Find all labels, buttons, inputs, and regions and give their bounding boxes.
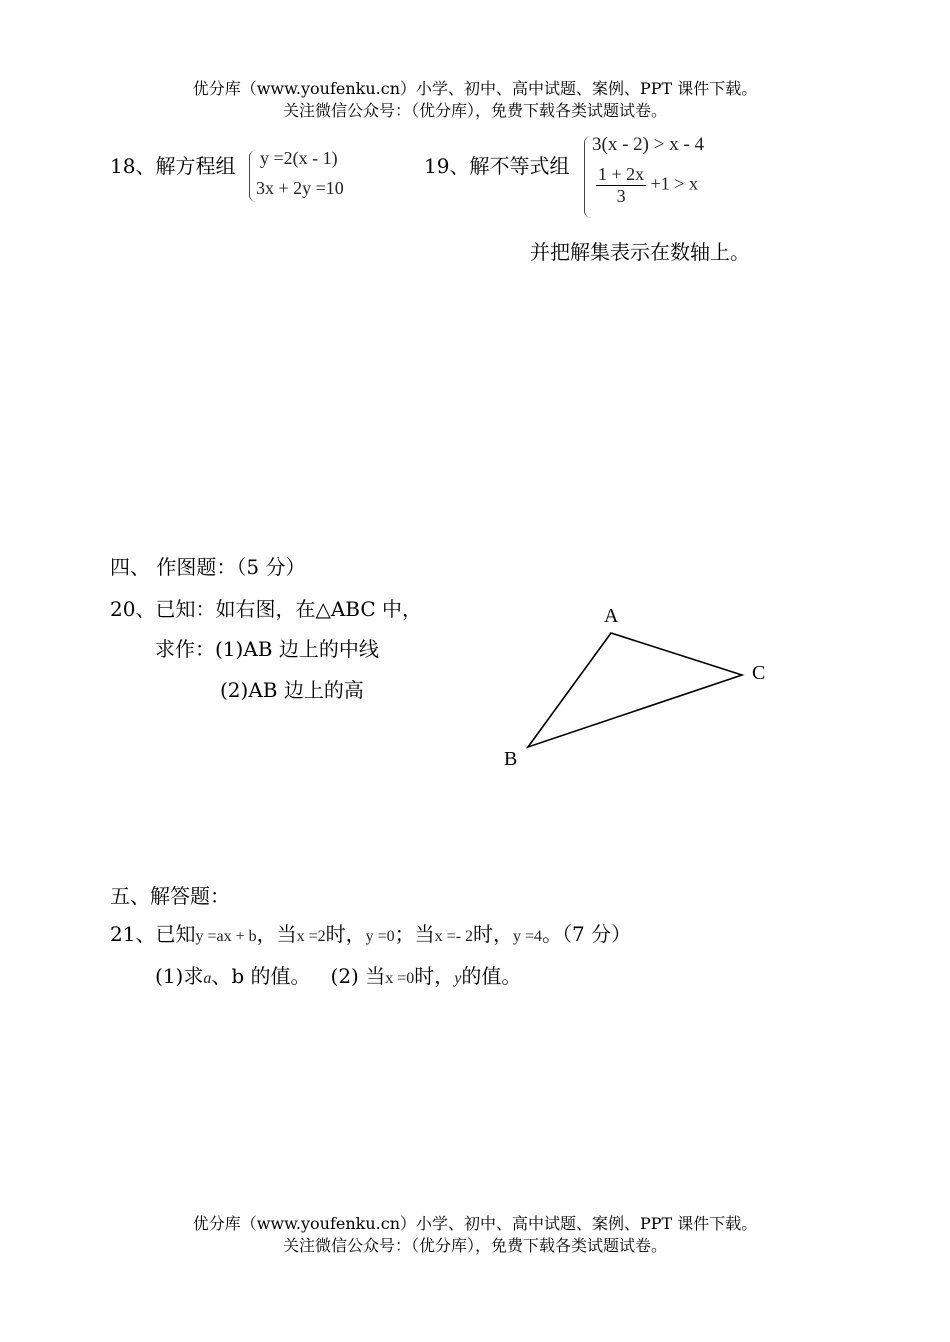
- q21-equation-3: y =0: [365, 928, 395, 945]
- q21-equation-4: x =- 2: [434, 928, 474, 945]
- q19-brace: [584, 136, 591, 218]
- q20-line-2: 求作：(1)AB 边上的中线: [155, 637, 379, 661]
- q20-line-1: 20、已知：如右图，在△ABC 中，: [110, 597, 423, 621]
- q18-equation-1: y =2(x - 1): [260, 148, 338, 168]
- q20-line-3: (2)AB 边上的高: [220, 678, 364, 702]
- header-line-1: 优分库（www.youfenku.cn）小学、初中、高中试题、案例、PPT 课件下载。: [192, 79, 758, 98]
- header-line-2: 关注微信公众号：（优分库），免费下载各类试题试卷。: [282, 101, 667, 120]
- q19-fraction-rest: +1 > x: [650, 173, 698, 194]
- q21-part1-a: (1)求: [155, 964, 204, 988]
- q18-equation-2: 3x + 2y =10: [256, 178, 344, 198]
- q21-line-1: [110, 918, 631, 947]
- q21-equation-1: y =ax + b: [195, 928, 257, 945]
- section-5-title: 五、解答题：: [110, 884, 230, 908]
- q21-text-3: ；当: [394, 922, 435, 946]
- q21-prefix: 21、已知: [110, 922, 196, 946]
- q19-instruction: 并把解集表示在数轴上。: [530, 240, 750, 264]
- q19-fraction: [596, 164, 646, 207]
- q19-fraction-denominator: 3: [616, 186, 626, 206]
- q21-text-1: ，当: [256, 922, 297, 946]
- q19-fraction-numerator: 1 + 2x: [598, 164, 645, 184]
- q21-part1-var: a: [203, 970, 212, 987]
- vertex-label-b: B: [504, 748, 518, 770]
- q21-text-2: 时，: [325, 922, 366, 946]
- triangle-abc-figure: [490, 595, 790, 780]
- q18-brace: [249, 150, 256, 202]
- footer-line-2: 关注微信公众号：（优分库），免费下载各类试题试卷。: [282, 1236, 667, 1255]
- q19-inequality-2: [596, 164, 698, 207]
- section-4-title: 四、 作图题：（5 分）: [110, 555, 306, 579]
- vertex-label-a: A: [604, 605, 619, 627]
- q21-part2-eq: x =0: [385, 970, 415, 987]
- q21-part2-a: (2) 当: [330, 964, 386, 988]
- q21-part1-b: 、b 的值。: [211, 964, 311, 988]
- q21-part2-b: 时，: [414, 964, 455, 988]
- footer-line-1: 优分库（www.youfenku.cn）小学、初中、高中试题、案例、PPT 课件下载。: [192, 1214, 758, 1233]
- triangle-abc: [528, 633, 742, 747]
- q21-line-2: [155, 960, 521, 989]
- q21-text-4: 时，: [473, 922, 514, 946]
- q21-part2-var: y: [454, 970, 462, 987]
- q19-inequality-1: 3(x - 2) > x - 4: [592, 134, 705, 155]
- q21-equation-5: y =4: [513, 928, 543, 945]
- q19-label: 19、解不等式组: [424, 154, 570, 178]
- q18-label: 18、解方程组: [110, 154, 236, 178]
- vertex-label-c: C: [752, 662, 766, 684]
- q21-part2-c: 的值。: [461, 964, 522, 988]
- q21-text-5: 。（7 分）: [542, 922, 632, 946]
- q21-equation-2: x =2: [296, 928, 326, 945]
